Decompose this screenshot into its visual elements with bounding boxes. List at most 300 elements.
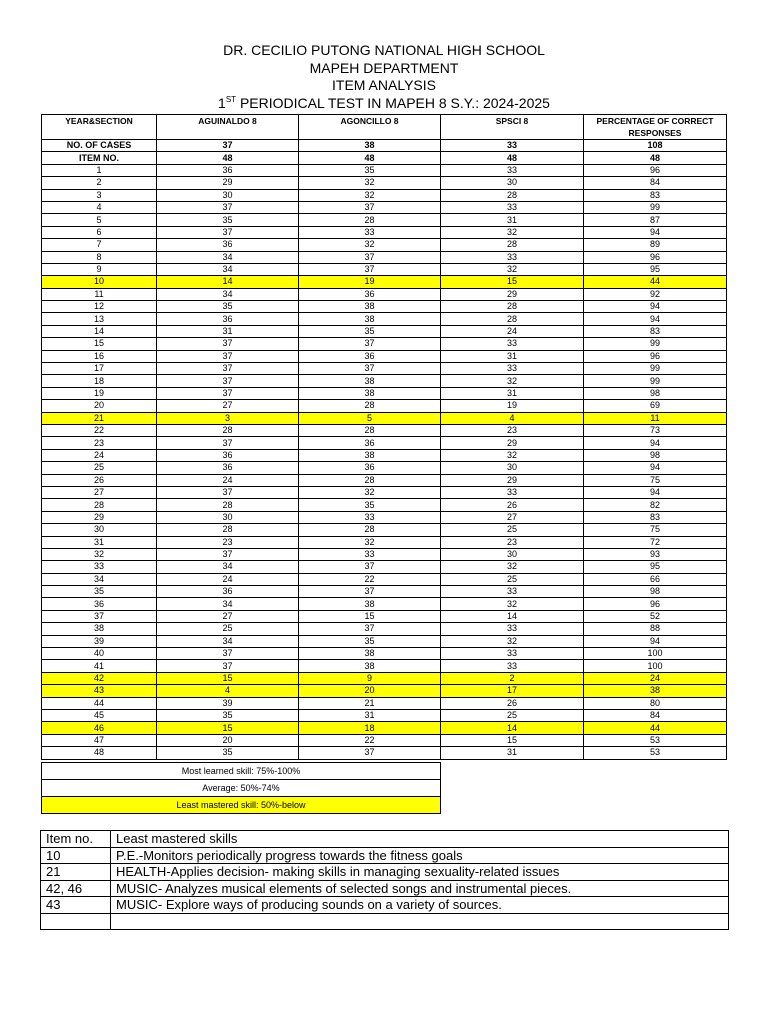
- skill-item-number: 21: [41, 864, 111, 881]
- table-cell: 37: [157, 226, 299, 238]
- table-cell: 37: [299, 561, 441, 573]
- table-cell: 37: [299, 363, 441, 375]
- table-cell: 4: [42, 201, 157, 213]
- table-cell: 25: [42, 462, 157, 474]
- table-cell: 99: [584, 338, 727, 350]
- table-cell: 12: [42, 301, 157, 313]
- table-cell: 18: [42, 375, 157, 387]
- table-row: [42, 536, 727, 548]
- table-row: [42, 201, 727, 213]
- table-row: [42, 486, 727, 498]
- table-cell: 44: [584, 722, 727, 734]
- table-cell: 94: [584, 437, 727, 449]
- table-cell: 37: [299, 201, 441, 213]
- table-cell: 11: [42, 288, 157, 300]
- table-cell: 26: [441, 499, 584, 511]
- table-cell: 41: [42, 660, 157, 672]
- table-cell: 36: [42, 598, 157, 610]
- table-cell: 15: [157, 672, 299, 684]
- table-cell: 69: [584, 400, 727, 412]
- table-cell: 38: [584, 685, 727, 697]
- table-cell: 39: [157, 697, 299, 709]
- skills-row: [41, 880, 729, 897]
- table-cell: 35: [299, 499, 441, 511]
- table-cell: 75: [584, 524, 727, 536]
- table-cell: 84: [584, 177, 727, 189]
- table-cell: 33: [441, 201, 584, 213]
- table-cell: 94: [584, 301, 727, 313]
- table-row: [42, 548, 727, 560]
- table-cell: 94: [584, 635, 727, 647]
- test-title: [0, 95, 768, 113]
- table-row: [42, 598, 727, 610]
- table-cell: 32: [441, 263, 584, 275]
- table-cell: 48: [42, 747, 157, 759]
- table-row: [42, 363, 727, 375]
- table-row: [42, 424, 727, 436]
- table-cell: 33: [42, 561, 157, 573]
- table-cell: 15: [441, 276, 584, 288]
- table-row: [42, 226, 727, 238]
- column-header: YEAR&SECTION: [42, 115, 157, 140]
- table-cell: 108: [584, 140, 727, 152]
- table-row: [42, 263, 727, 275]
- table-cell: 7: [42, 239, 157, 251]
- table-cell: 3: [42, 189, 157, 201]
- skill-item-number: 43: [41, 897, 111, 914]
- table-row: [42, 648, 727, 660]
- table-cell: 33: [299, 548, 441, 560]
- column-header: AGUINALDO 8: [157, 115, 299, 140]
- legend-row: [42, 797, 441, 814]
- table-cell: 28: [42, 499, 157, 511]
- skill-description: [111, 913, 729, 930]
- table-cell: ITEM NO.: [42, 152, 157, 164]
- table-row: [42, 164, 727, 176]
- test-title-superscript: ST: [225, 94, 237, 104]
- table-row: [42, 685, 727, 697]
- table-cell: 37: [299, 338, 441, 350]
- table-cell: 38: [299, 313, 441, 325]
- table-cell: 19: [299, 276, 441, 288]
- table-cell: 11: [584, 412, 727, 424]
- skill-item-number: 10: [41, 847, 111, 864]
- table-cell: 15: [441, 734, 584, 746]
- table-cell: 28: [299, 474, 441, 486]
- table-cell: 94: [584, 313, 727, 325]
- column-header: PERCENTAGE OF CORRECT RESPONSES: [584, 115, 727, 140]
- table-cell: 98: [584, 449, 727, 461]
- table-row: [42, 747, 727, 759]
- table-cell: 28: [157, 499, 299, 511]
- table-cell: 29: [441, 288, 584, 300]
- table-cell: 73: [584, 424, 727, 436]
- table-row: [42, 325, 727, 337]
- table-cell: 38: [299, 387, 441, 399]
- table-cell: 44: [42, 697, 157, 709]
- table-cell: 35: [157, 709, 299, 721]
- table-cell: 27: [157, 610, 299, 622]
- table-cell: 37: [157, 201, 299, 213]
- table-cell: 32: [441, 635, 584, 647]
- table-cell: 34: [157, 598, 299, 610]
- table-cell: 32: [441, 375, 584, 387]
- table-cell: 34: [157, 263, 299, 275]
- table-cell: 99: [584, 375, 727, 387]
- department-name: MAPEH DEPARTMENT: [309, 59, 459, 76]
- table-row: [42, 734, 727, 746]
- table-cell: 93: [584, 548, 727, 560]
- table-cell: 31: [299, 709, 441, 721]
- column-header: SPSCI 8: [441, 115, 584, 140]
- column-header: AGONCILLO 8: [299, 115, 441, 140]
- table-cell: 8: [42, 251, 157, 263]
- table-cell: 31: [441, 387, 584, 399]
- table-cell: 20: [42, 400, 157, 412]
- table-cell: 48: [441, 152, 584, 164]
- document-title: ITEM ANALYSIS: [332, 77, 436, 93]
- table-row: [42, 586, 727, 598]
- table-cell: 28: [157, 524, 299, 536]
- table-cell: 22: [299, 573, 441, 585]
- table-cell: 33: [441, 660, 584, 672]
- table-row: [42, 350, 727, 362]
- table-cell: 34: [42, 573, 157, 585]
- table-row: [42, 672, 727, 684]
- table-cell: 36: [157, 164, 299, 176]
- table-cell: 35: [157, 747, 299, 759]
- table-cell: 31: [441, 214, 584, 226]
- table-cell: 29: [441, 437, 584, 449]
- table-cell: 37: [299, 623, 441, 635]
- table-cell: 14: [441, 722, 584, 734]
- table-cell: 2: [441, 672, 584, 684]
- table-cell: 36: [157, 449, 299, 461]
- table-cell: 28: [299, 400, 441, 412]
- table-cell: 37: [157, 660, 299, 672]
- table-cell: 30: [157, 511, 299, 523]
- table-row: [42, 239, 727, 251]
- table-cell: 32: [299, 486, 441, 498]
- table-cell: 14: [42, 325, 157, 337]
- table-cell: 24: [157, 474, 299, 486]
- table-row: [42, 387, 727, 399]
- table-cell: 28: [157, 424, 299, 436]
- table-cell: 21: [42, 412, 157, 424]
- table-cell: 34: [157, 251, 299, 263]
- table-cell: 94: [584, 226, 727, 238]
- table-cell: 48: [157, 152, 299, 164]
- table-cell: 34: [157, 561, 299, 573]
- table-row: [42, 251, 727, 263]
- table-cell: 34: [157, 635, 299, 647]
- table-row: [42, 499, 727, 511]
- table-cell: 36: [299, 350, 441, 362]
- table-cell: 29: [441, 474, 584, 486]
- table-cell: 4: [157, 685, 299, 697]
- table-cell: 30: [42, 524, 157, 536]
- table-cell: 16: [42, 350, 157, 362]
- table-cell: 24: [584, 672, 727, 684]
- table-cell: 42: [42, 672, 157, 684]
- table-cell: 28: [299, 424, 441, 436]
- table-cell: 95: [584, 263, 727, 275]
- table-cell: 27: [441, 511, 584, 523]
- table-cell: 99: [584, 201, 727, 213]
- table-cell: 33: [441, 623, 584, 635]
- table-cell: 26: [441, 697, 584, 709]
- table-cell: 92: [584, 288, 727, 300]
- table-cell: 27: [42, 486, 157, 498]
- table-cell: 36: [157, 586, 299, 598]
- table-cell: 24: [157, 573, 299, 585]
- table-cell: 32: [441, 449, 584, 461]
- table-cell: 44: [584, 276, 727, 288]
- table-cell: 43: [42, 685, 157, 697]
- table-cell: 37: [299, 251, 441, 263]
- table-cell: 83: [584, 189, 727, 201]
- table-cell: 38: [299, 301, 441, 313]
- skill-description: MUSIC- Explore ways of producing sounds on a variety of sources.: [111, 897, 729, 914]
- table-cell: 37: [299, 747, 441, 759]
- skill-item-number: [41, 913, 111, 930]
- table-cell: 32: [441, 561, 584, 573]
- table-cell: 35: [157, 301, 299, 313]
- table-row: [42, 722, 727, 734]
- table-cell: 87: [584, 214, 727, 226]
- table-cell: 53: [584, 734, 727, 746]
- table-cell: 14: [157, 276, 299, 288]
- table-row: [42, 338, 727, 350]
- table-cell: 9: [42, 263, 157, 275]
- table-cell: 100: [584, 660, 727, 672]
- table-cell: 33: [441, 648, 584, 660]
- table-cell: 37: [157, 437, 299, 449]
- table-row: [42, 437, 727, 449]
- table-row: [42, 709, 727, 721]
- table-cell: 25: [441, 709, 584, 721]
- table-row: [42, 375, 727, 387]
- table-cell: 14: [441, 610, 584, 622]
- table-cell: 32: [299, 239, 441, 251]
- table-cell: 20: [157, 734, 299, 746]
- table-cell: 96: [584, 164, 727, 176]
- table-cell: 23: [441, 424, 584, 436]
- table-cell: 94: [584, 486, 727, 498]
- table-cell: 29: [157, 177, 299, 189]
- table-cell: 38: [299, 660, 441, 672]
- table-cell: 37: [157, 486, 299, 498]
- skills-column-header: Item no.: [41, 831, 111, 848]
- table-cell: 22: [299, 734, 441, 746]
- table-cell: 35: [157, 214, 299, 226]
- table-cell: 38: [299, 598, 441, 610]
- table-cell: 88: [584, 623, 727, 635]
- table-row: [42, 610, 727, 622]
- skill-description: HEALTH-Applies decision- making skills in managing sexuality-related issues: [111, 864, 729, 881]
- table-row: [42, 400, 727, 412]
- table-cell: 25: [441, 573, 584, 585]
- table-cell: 15: [157, 722, 299, 734]
- table-cell: 28: [441, 313, 584, 325]
- table-cell: 29: [42, 511, 157, 523]
- skill-description: MUSIC- Analyzes musical elements of selected songs and instrumental pieces.: [111, 880, 729, 897]
- table-cell: 39: [42, 635, 157, 647]
- table-cell: 96: [584, 251, 727, 263]
- table-row: [42, 313, 727, 325]
- table-cell: 94: [584, 462, 727, 474]
- table-cell: 37: [157, 648, 299, 660]
- table-cell: 28: [441, 189, 584, 201]
- table-header-row: [42, 115, 727, 140]
- table-cell: 96: [584, 598, 727, 610]
- table-cell: 48: [299, 152, 441, 164]
- table-cell: 15: [42, 338, 157, 350]
- table-cell: 32: [42, 548, 157, 560]
- table-cell: 72: [584, 536, 727, 548]
- table-cell: 23: [42, 437, 157, 449]
- table-cell: 33: [299, 226, 441, 238]
- legend-average: Average: 50%-74%: [42, 780, 441, 797]
- table-cell: 45: [42, 709, 157, 721]
- skills-row: [41, 864, 729, 881]
- table-cell: 96: [584, 350, 727, 362]
- table-cell: 33: [441, 338, 584, 350]
- table-cell: 17: [42, 363, 157, 375]
- table-row: [42, 214, 727, 226]
- table-cell: 53: [584, 747, 727, 759]
- table-cell: 37: [157, 363, 299, 375]
- table-row: [42, 635, 727, 647]
- table-cell: 38: [299, 375, 441, 387]
- table-row: [42, 288, 727, 300]
- table-cell: 33: [441, 586, 584, 598]
- skills-row: [41, 913, 729, 930]
- table-row: [42, 474, 727, 486]
- table-cell: 32: [441, 598, 584, 610]
- legend-least-mastered: Least mastered skill: 50%-below: [42, 797, 441, 814]
- table-cell: 36: [299, 437, 441, 449]
- table-cell: 22: [42, 424, 157, 436]
- table-cell: 1: [42, 164, 157, 176]
- table-cell: 37: [157, 350, 299, 362]
- table-cell: 36: [157, 462, 299, 474]
- table-cell: 31: [42, 536, 157, 548]
- table-row: [42, 301, 727, 313]
- table-cell: 38: [299, 648, 441, 660]
- table-cell: 48: [584, 152, 727, 164]
- table-row: [42, 573, 727, 585]
- table-cell: 98: [584, 387, 727, 399]
- table-cell: 23: [441, 536, 584, 548]
- skills-row: [41, 847, 729, 864]
- table-cell: 19: [42, 387, 157, 399]
- table-cell: 34: [157, 288, 299, 300]
- table-cell: 38: [42, 623, 157, 635]
- document-header: [0, 42, 768, 112]
- table-cell: 32: [299, 189, 441, 201]
- table-cell: 9: [299, 672, 441, 684]
- table-cell: 32: [299, 536, 441, 548]
- table-cell: 32: [441, 226, 584, 238]
- least-mastered-skills-table: [40, 830, 729, 930]
- skills-header-row: [41, 831, 729, 848]
- table-cell: 27: [157, 400, 299, 412]
- table-cell: 89: [584, 239, 727, 251]
- table-cell: 28: [441, 301, 584, 313]
- table-cell: 6: [42, 226, 157, 238]
- table-cell: 83: [584, 511, 727, 523]
- table-cell: 17: [441, 685, 584, 697]
- table-cell: 35: [299, 325, 441, 337]
- table-cell: 83: [584, 325, 727, 337]
- cases-row: [42, 140, 727, 152]
- table-row: [42, 561, 727, 573]
- table-row: [42, 412, 727, 424]
- test-title-text: PERIODICAL TEST IN MAPEH 8 S.Y.: 2024-2025: [236, 94, 550, 111]
- table-cell: 35: [42, 586, 157, 598]
- table-row: [42, 697, 727, 709]
- item-count-row: [42, 152, 727, 164]
- table-cell: 23: [157, 536, 299, 548]
- table-row: [42, 177, 727, 189]
- table-cell: 10: [42, 276, 157, 288]
- table-cell: 36: [299, 462, 441, 474]
- table-cell: 66: [584, 573, 727, 585]
- table-cell: 18: [299, 722, 441, 734]
- table-cell: 4: [441, 412, 584, 424]
- table-cell: 84: [584, 709, 727, 721]
- table-cell: 32: [299, 177, 441, 189]
- table-cell: 80: [584, 697, 727, 709]
- table-cell: 75: [584, 474, 727, 486]
- table-cell: 37: [157, 338, 299, 350]
- table-cell: 24: [441, 325, 584, 337]
- table-cell: 5: [42, 214, 157, 226]
- table-cell: 36: [157, 313, 299, 325]
- table-cell: 37: [42, 610, 157, 622]
- table-row: [42, 660, 727, 672]
- table-cell: 37: [157, 140, 299, 152]
- table-cell: 31: [441, 350, 584, 362]
- table-cell: 5: [299, 412, 441, 424]
- table-cell: 95: [584, 561, 727, 573]
- table-row: [42, 449, 727, 461]
- table-cell: 21: [299, 697, 441, 709]
- table-cell: 30: [441, 548, 584, 560]
- table-cell: 28: [441, 239, 584, 251]
- table-cell: 52: [584, 610, 727, 622]
- legend-row: [42, 763, 441, 780]
- skill-item-number: 42, 46: [41, 880, 111, 897]
- skills-row: [41, 897, 729, 914]
- table-cell: 98: [584, 586, 727, 598]
- table-row: [42, 462, 727, 474]
- school-name: DR. CECILIO PUTONG NATIONAL HIGH SCHOOL: [223, 42, 545, 58]
- legend-table: [41, 762, 441, 814]
- table-cell: 33: [441, 486, 584, 498]
- table-cell: 36: [157, 239, 299, 251]
- table-cell: 40: [42, 648, 157, 660]
- legend-most-learned: Most learned skill: 75%-100%: [42, 763, 441, 780]
- table-cell: 33: [441, 140, 584, 152]
- table-row: [42, 189, 727, 201]
- table-cell: 19: [441, 400, 584, 412]
- table-cell: 31: [441, 747, 584, 759]
- table-row: [42, 524, 727, 536]
- table-cell: 30: [441, 177, 584, 189]
- table-cell: 31: [157, 325, 299, 337]
